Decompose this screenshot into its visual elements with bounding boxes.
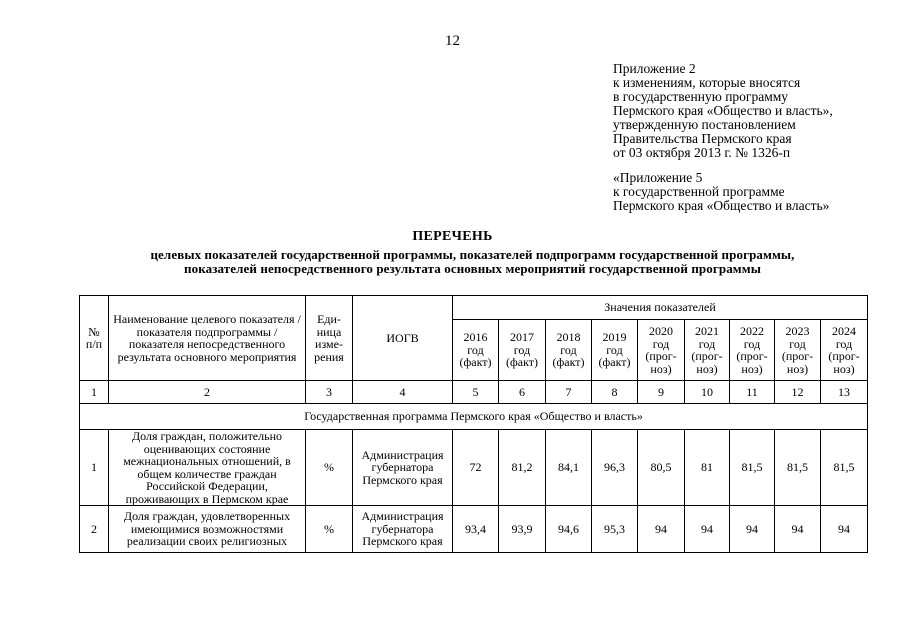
header-year: 2023 год (прог- ноз) [775,320,821,381]
row-value: 94 [775,506,821,553]
row-value: 93,4 [453,506,499,553]
header-year: 2019 год (факт) [592,320,638,381]
row-value: 72 [453,430,499,506]
appendix-2-line: Пермского края «Общество и власть», [613,103,833,118]
appendix-2-line: от 03 октября 2013 г. № 1326-п [613,145,791,160]
row-value: 81,5 [775,430,821,506]
row-value: 94 [821,506,868,553]
subtitle-line: показателей непосредственного результата основных мероприятий государственной программы [184,261,761,276]
table-row [80,506,868,553]
header-year: 2017 год (факт) [499,320,546,381]
column-number: 6 [499,381,546,404]
column-number: 10 [685,381,730,404]
column-number: 11 [730,381,775,404]
row-value: 81,5 [730,430,775,506]
header-name: Наименование целевого показателя / показателя подпрограммы / показателя непосредственного результата основного мероприятия [109,296,306,381]
indicators-table [79,295,868,553]
appendix-2-line: к изменениям, которые вносятся [613,75,801,90]
header-iogv: ИОГВ [353,296,453,381]
appendix-2-line: Правительства Пермского края [613,131,792,146]
appendix-2-block [613,62,833,160]
row-name: Доля граждан, удовлетворенных имеющимися возможностями реализации своих религиозных [109,506,306,553]
header-year: 2021 год (прог- ноз) [685,320,730,381]
row-unit: % [306,506,353,553]
header-year: 2018 год (факт) [546,320,592,381]
row-value: 81 [685,430,730,506]
appendix-2-line: в государственную программу [613,89,789,104]
column-number: 5 [453,381,499,404]
column-number: 1 [80,381,109,404]
column-number: 13 [821,381,868,404]
table-row [80,430,868,506]
section-row [80,404,868,430]
appendix-5-line: Пермского края «Общество и власть» [613,198,830,213]
appendix-2-line: утвержденную постановлением [613,117,796,132]
header-row [80,296,868,320]
page-number: 12 [445,33,460,49]
appendix-2-line: Приложение 2 [613,61,696,76]
column-number: 12 [775,381,821,404]
row-unit: % [306,430,353,506]
row-num: 2 [80,506,109,553]
header-year: 2016 год (факт) [453,320,499,381]
document-subtitle [60,248,885,276]
row-value: 94 [638,506,685,553]
column-number: 3 [306,381,353,404]
row-value: 95,3 [592,506,638,553]
header-values-group: Значения показателей [453,296,868,320]
row-value: 84,1 [546,430,592,506]
appendix-5-line: к государственной программе [613,184,785,199]
column-number: 4 [353,381,453,404]
row-value: 80,5 [638,430,685,506]
row-value: 81,2 [499,430,546,506]
appendix-5-line: «Приложение 5 [613,170,703,185]
row-value: 94 [730,506,775,553]
column-number: 9 [638,381,685,404]
header-num: № п/п [80,296,109,381]
column-number: 7 [546,381,592,404]
column-number: 8 [592,381,638,404]
document-title: ПЕРЕЧЕНЬ [412,229,493,244]
appendix-5-block [613,171,829,213]
subtitle-line: целевых показателей государственной программы, показателей подпрограмм государственной программы, [150,247,795,262]
column-number-row [80,381,868,404]
section-title: Государственная программа Пермского края «Общество и власть» [80,404,868,430]
row-iogv: Администрация губернатора Пермского края [353,506,453,553]
column-number: 2 [109,381,306,404]
row-num: 1 [80,430,109,506]
row-value: 93,9 [499,506,546,553]
row-value: 94,6 [546,506,592,553]
row-value: 94 [685,506,730,553]
row-value: 96,3 [592,430,638,506]
row-value: 81,5 [821,430,868,506]
header-unit: Еди- ница изме- рения [306,296,353,381]
header-year: 2022 год (прог- ноз) [730,320,775,381]
header-year: 2020 год (прог- ноз) [638,320,685,381]
row-name: Доля граждан, положительно оценивающих состояние межнациональных отношений, в общем количестве граждан Российской Федерации, проживающих в Пермском крае [109,430,306,506]
header-year: 2024 год (прог- ноз) [821,320,868,381]
row-iogv: Администрация губернатора Пермского края [353,430,453,506]
